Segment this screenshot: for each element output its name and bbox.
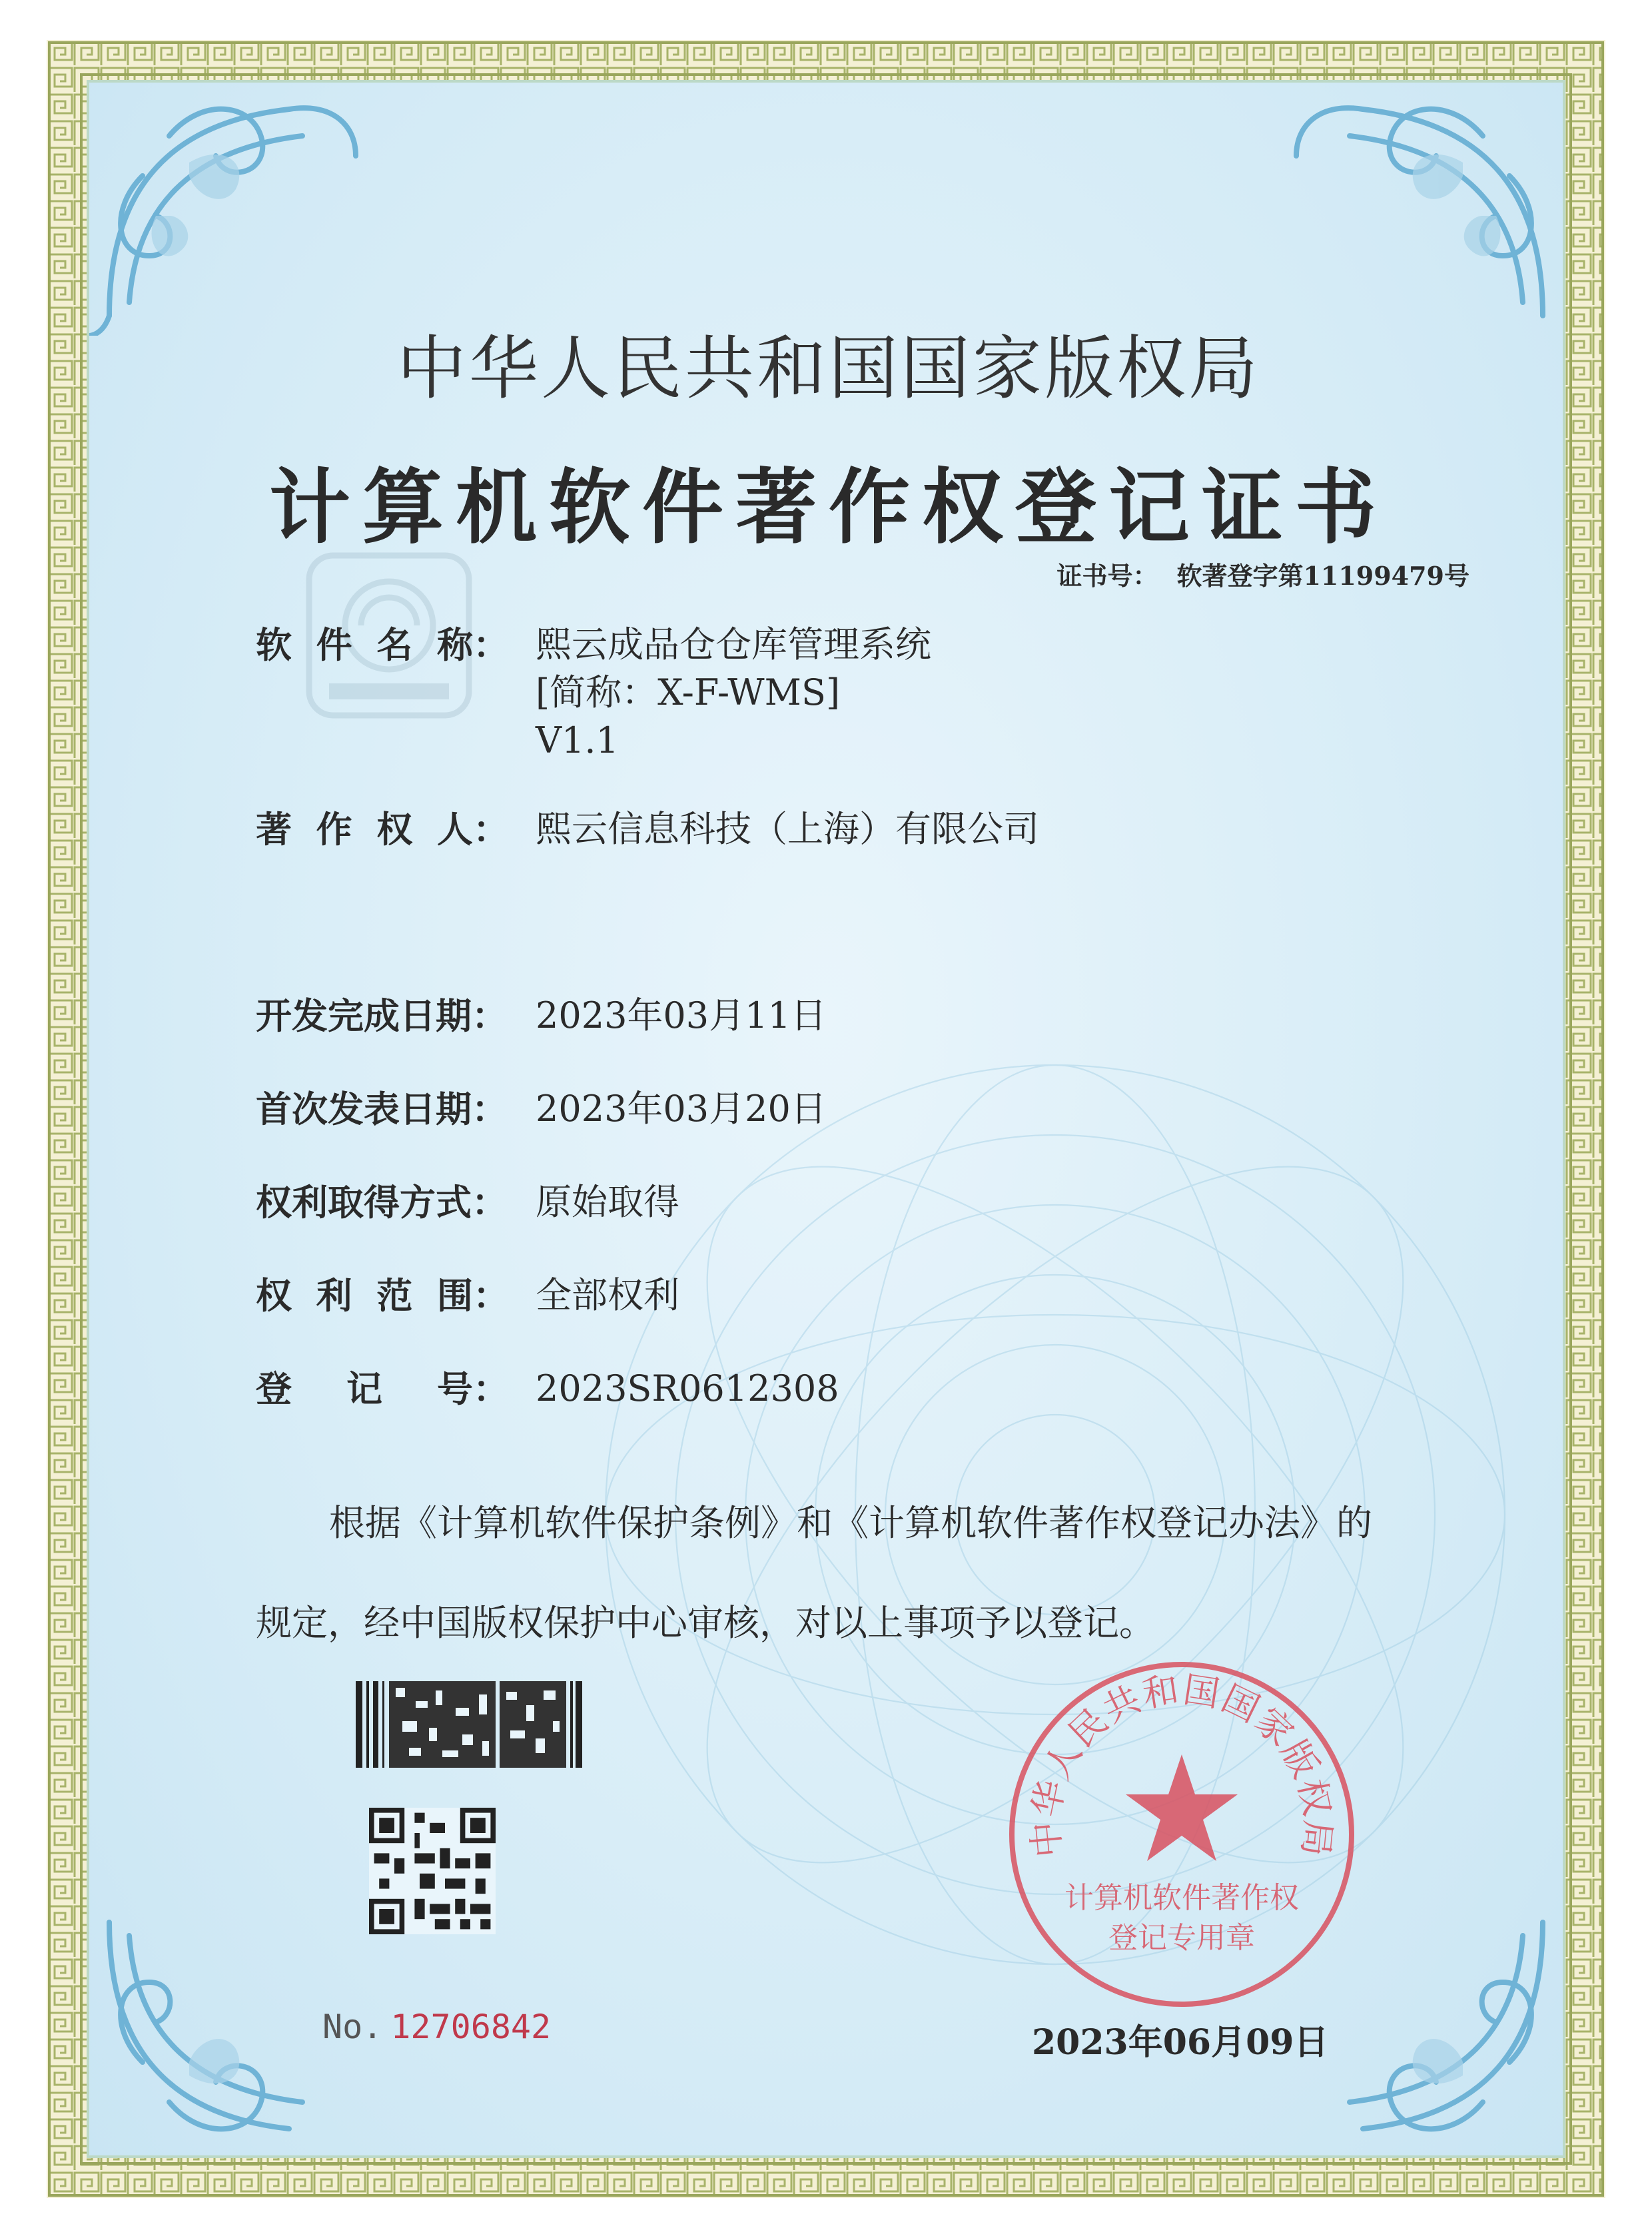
- label-char: 著: [256, 808, 292, 851]
- field-value: 原始取得: [536, 1181, 679, 1223]
- official-seal: [1002, 1655, 1362, 2014]
- label-char: 称：: [436, 623, 509, 666]
- field-label: [256, 1272, 536, 1319]
- field-label: [256, 992, 536, 1040]
- field-value: 熙云信息科技（上海）有限公司: [536, 808, 1039, 850]
- label-char: 人：: [436, 808, 509, 851]
- statement-line-1: 根据《计算机软件保护条例》和《计算机软件著作权登记办法》的: [329, 1502, 1372, 1544]
- field-value: 2023年03月20日: [536, 1088, 827, 1130]
- corner-ornament-icon: [89, 83, 382, 336]
- label-char: 记: [346, 1367, 382, 1410]
- certificate-title: 计算机软件著作权登记证书: [269, 459, 1388, 555]
- field-acquisition-method: [256, 1178, 679, 1226]
- serial-prefix: No.: [322, 2008, 383, 2046]
- field-value: 2023年03月11日: [536, 994, 827, 1036]
- field-software-name: [256, 621, 931, 765]
- label-text: 开发完成日期：: [256, 994, 508, 1037]
- issuer-title: 中华人民共和国国家版权局: [396, 328, 1260, 409]
- qr-code-icon: [369, 1808, 496, 1934]
- label-char: 软: [256, 623, 292, 666]
- certificate-number-label: 证书号：: [1056, 561, 1158, 591]
- certificate-number-value: 软著登字第11199479号: [1176, 561, 1469, 591]
- label-char: 权: [376, 808, 413, 851]
- statement-line-2: 规定，经中国版权保护中心审核，对以上事项予以登记。: [256, 1602, 1155, 1644]
- software-short-name-line: [简称：X-F-WMS]: [536, 671, 841, 713]
- label-char: 登: [256, 1367, 292, 1410]
- field-label: [256, 1085, 536, 1133]
- field-label: [256, 621, 536, 765]
- label-char: 范: [376, 1274, 413, 1317]
- seal-star-icon: [1126, 1754, 1238, 1861]
- seal-inner-line-2: 登记专用章: [1108, 1921, 1255, 1955]
- software-version-line: V1.1: [536, 719, 619, 761]
- field-copyright-owner: [256, 805, 1039, 853]
- field-value: 全部权利: [536, 1274, 679, 1316]
- field-rights-scope: [256, 1272, 679, 1319]
- serial-number: [322, 2008, 551, 2046]
- field-label: [256, 1178, 536, 1226]
- label-char: 围：: [436, 1274, 509, 1317]
- certificate-page: [47, 40, 1605, 2198]
- certificate-body: [87, 80, 1565, 2158]
- field-publication-date: [256, 1085, 827, 1133]
- barcode-icon: [356, 1681, 582, 1768]
- issue-date: 2023年06月09日: [1032, 2022, 1329, 2063]
- field-label: [256, 805, 536, 853]
- label-char: 作: [316, 808, 352, 851]
- seal-inner-line-1: 计算机软件著作权: [1064, 1881, 1299, 1915]
- field-value: [536, 621, 931, 765]
- field-registration-number: [256, 1365, 839, 1413]
- corner-ornament-icon: [1270, 83, 1563, 336]
- seal-outer-text: 中华人民共和国国家版权局: [1024, 1668, 1340, 1860]
- field-label: [256, 1365, 536, 1413]
- label-char: 件: [316, 623, 352, 666]
- label-char: 名: [376, 623, 413, 666]
- label-char: 号：: [437, 1367, 509, 1410]
- certificate-number: [1056, 556, 1469, 592]
- serial-value: 12706842: [390, 2008, 552, 2046]
- software-name-line: 熙云成品仓仓库管理系统: [536, 623, 931, 665]
- label-text: 权利取得方式：: [256, 1181, 508, 1224]
- label-text: 首次发表日期：: [256, 1088, 508, 1130]
- field-value: 2023SR0612308: [536, 1367, 839, 1409]
- label-char: 利: [316, 1274, 352, 1317]
- label-char: 权: [256, 1274, 292, 1317]
- field-development-date: [256, 992, 827, 1040]
